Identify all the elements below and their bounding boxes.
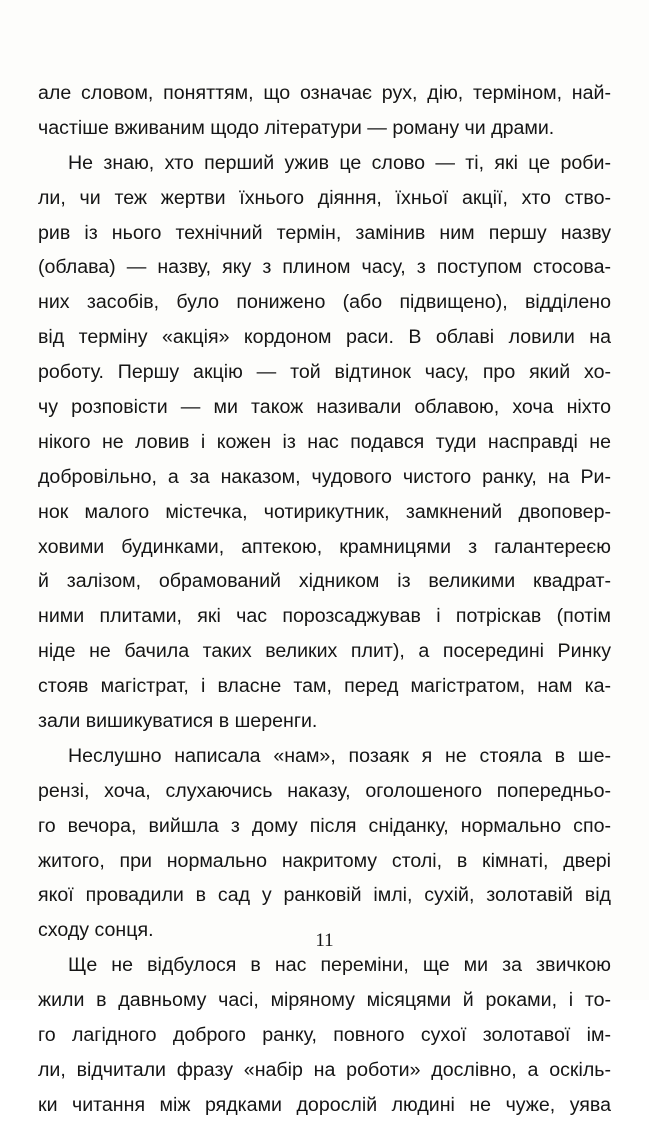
text-line: го вечора, вийшла з дому після сніданку, нормально спо- bbox=[38, 814, 611, 837]
text-line: але словом, поняттям, що означає рух, дію, терміном, най- bbox=[38, 82, 611, 104]
text-line: жили в давньому часі, міряному місяцями й роками, і то- bbox=[38, 989, 611, 1012]
text-line: частіше вживаним щодо літератури — роману чи драми. bbox=[38, 116, 555, 139]
text-line: рензі, хоча, слухаючись наказу, оголошеного попередньо- bbox=[38, 779, 611, 802]
text-line: від терміну «акція» кордоном раси. В облаві ловили на bbox=[38, 326, 611, 349]
body-text bbox=[38, 76, 611, 1123]
text-line: нікого не ловив і кожен із нас подався туди насправді не bbox=[38, 430, 611, 453]
text-line: ніде не бачила таких великих плит), а посередині Ринку bbox=[38, 640, 611, 663]
text-line: зали вишикуватися в шеренги. bbox=[38, 710, 318, 733]
text-line: й залізом, обрамований хідником із великими квадрат- bbox=[38, 570, 611, 593]
text-line: них засобів, було понижено (або підвищено), відділено bbox=[38, 291, 611, 314]
text-line: (облава) — назву, яку з плином часу, з поступом стосова- bbox=[38, 256, 611, 279]
page-number: 11 bbox=[315, 930, 334, 951]
paragraph-first-line: Не знаю, хто перший ужив це слово — ті, які це роби- bbox=[68, 151, 611, 174]
text-line: ними плитами, які час порозсаджував і потріскав (потім bbox=[38, 605, 611, 628]
text-line: ховими будинками, аптекою, крамницями з галантереєю bbox=[38, 535, 611, 558]
text-line: роботу. Першу акцію — той відтинок часу, про який хо- bbox=[38, 361, 611, 384]
text-line: сходу сонця. bbox=[38, 919, 154, 942]
text-line: добровільно, а за наказом, чудового чистого ранку, на Ри- bbox=[38, 465, 611, 488]
paragraph-first-line: Ще не відбулося в нас переміни, ще ми за звичкою bbox=[68, 954, 611, 977]
text-line: ли, відчитали фразу «набір на роботи» дослівно, а оскіль- bbox=[38, 1058, 611, 1081]
text-line: го лагідного доброго ранку, повного сухої золотавої ім- bbox=[38, 1024, 611, 1047]
text-line: ли, чи теж жертви їхнього діяння, їхньої акції, хто ство- bbox=[38, 186, 611, 209]
text-line: нок малого містечка, чотирикутник, замкнений двоповер- bbox=[38, 500, 611, 523]
text-line: житого, при нормально накритому столі, в кімнаті, двері bbox=[38, 849, 611, 872]
paragraph-first-line: Неслушно написала «нам», позаяк я не стояла в ше- bbox=[68, 744, 611, 767]
text-line: якої провадили в сад у ранковій імлі, сухій, золотавій від bbox=[38, 884, 611, 907]
text-line: рив із нього технічний термін, замінив ним першу назву bbox=[38, 221, 611, 244]
text-line: ки читання між рядками дорослій людині не чуже, уява bbox=[38, 1093, 611, 1116]
text-line: стояв магістрат, і власне там, перед магістратом, нам ка- bbox=[38, 675, 611, 698]
text-line: чу розповісти — ми також називали облавою, хоча ніхто bbox=[38, 396, 611, 419]
